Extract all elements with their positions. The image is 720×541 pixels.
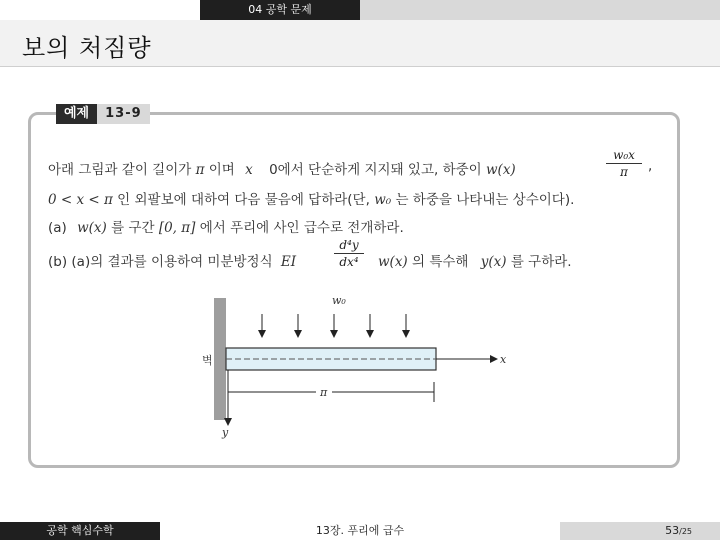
part-b-text-b: 의 특수해 [412, 254, 469, 270]
line2-text-a: 인 외팔보에 대하여 다음 물음에 답하라(단, [117, 192, 370, 208]
part-a-text-c: 에서 푸리에 사인 급수로 전개하라. [199, 220, 404, 236]
line1-end: , [648, 158, 653, 174]
footer-chapter: 13장. 푸리에 급수 [160, 522, 560, 540]
page-total: /25 [679, 527, 692, 536]
part-a-label: (a) [48, 220, 67, 236]
problem-part-b [48, 250, 296, 270]
footer [0, 522, 720, 540]
line1-text-c: 0에서 단순하게 지지돼 있고, 하중이 [269, 162, 482, 178]
line1-pi: π [195, 162, 205, 178]
part-b-w: w(x) [378, 254, 408, 270]
page-number: 53 [665, 524, 680, 537]
top-bar-right [360, 0, 720, 20]
problem-part-b-rest [378, 250, 572, 270]
part-b-text-c: 를 구하라. [510, 254, 572, 270]
line1-x: x [245, 162, 253, 178]
derivative-num: d⁴y [339, 238, 359, 252]
load-fraction-bar [606, 163, 642, 164]
derivative-fraction [334, 238, 364, 269]
line2-w0: w₀ [374, 192, 392, 208]
y-axis-label: y [222, 426, 229, 439]
wall [214, 298, 226, 420]
line1-text-b: 이며 [208, 162, 235, 178]
line1-text-a: 아래 그림과 같이 길이가 [48, 162, 192, 178]
load-fraction-den: π [620, 165, 628, 179]
length-label: π [320, 386, 328, 399]
part-a-w: w(x) [77, 220, 107, 236]
example-tag [56, 104, 150, 124]
line1-w: w(x) [486, 162, 516, 178]
part-b-y: y(x) [480, 254, 507, 270]
wall-label: 벽 [202, 354, 213, 367]
footer-page [560, 522, 720, 540]
top-bar [0, 0, 720, 20]
problem-line-2 [48, 188, 574, 208]
footer-book-title: 공학 핵심수학 [0, 522, 160, 540]
problem-part-a [48, 216, 404, 236]
load-fraction [606, 148, 642, 179]
part-a-interval: [0, π] [158, 220, 196, 236]
example-number: 13-9 [97, 104, 150, 124]
load-label: w₀ [332, 294, 346, 307]
derivative-bar [334, 253, 364, 254]
part-a-text-b: 를 구간 [111, 220, 155, 236]
example-label: 예제 [56, 104, 97, 124]
derivative-den: dx⁴ [339, 255, 359, 269]
problem-line-1 [48, 158, 516, 178]
part-b-EI: EI [280, 254, 297, 270]
line2-text-b: 는 하중을 나타내는 상수이다). [395, 192, 575, 208]
top-bar-left [0, 0, 200, 20]
load-fraction-num: w₀x [613, 148, 635, 162]
x-axis-label: x [500, 353, 507, 366]
title-bar [0, 20, 720, 67]
line2-condition: 0 < x < π [48, 192, 113, 208]
section-label: 04 공학 문제 [200, 0, 360, 20]
page-title: 보의 처짐량 [22, 34, 152, 62]
cantilever-beam-figure [200, 290, 530, 440]
part-b-text-a: (a)의 결과를 이용하여 미분방정식 [71, 254, 273, 270]
part-b-label: (b) [48, 254, 68, 270]
